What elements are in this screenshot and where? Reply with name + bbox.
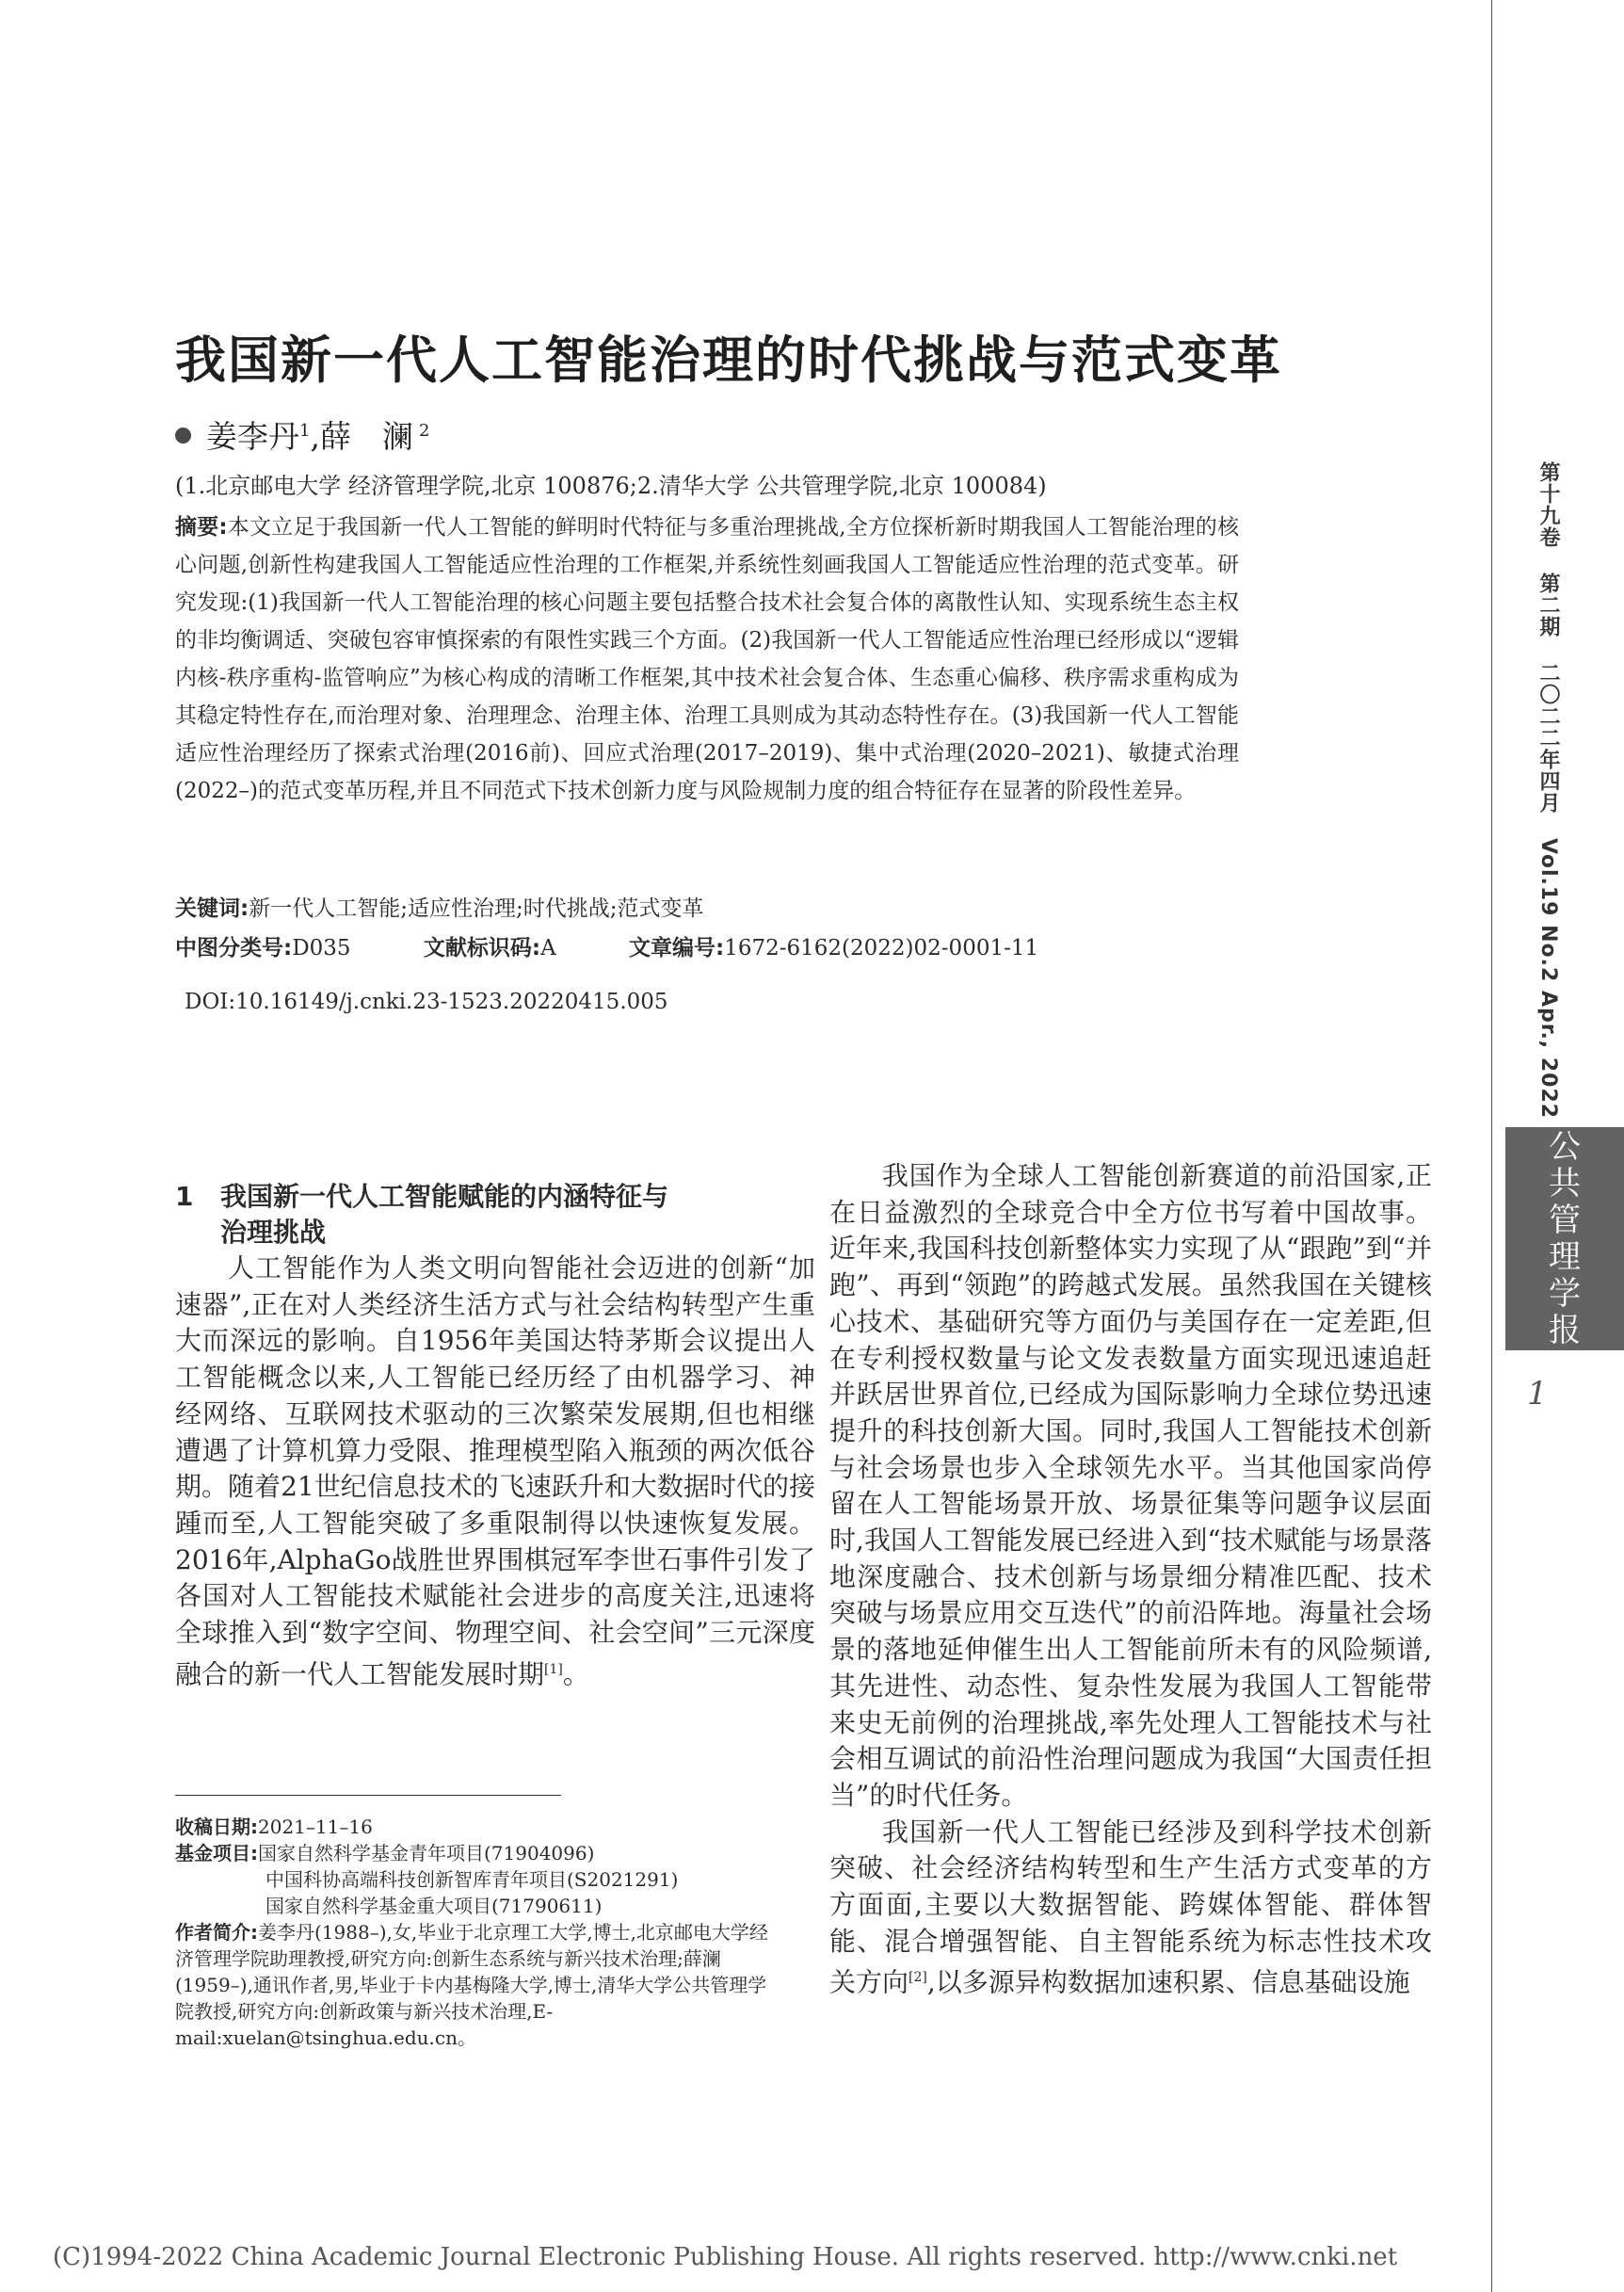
paragraph	[175, 1251, 815, 1693]
section-title-line2: 治理挑战	[220, 1217, 327, 1248]
author-2-affil-mark: 2	[418, 421, 430, 441]
article-number-label: 文章编号:	[629, 936, 725, 960]
funding	[175, 1893, 778, 1919]
section-title-line1: 我国新一代人工智能赋能的内涵特征与	[220, 1181, 669, 1212]
author-2: 薛 澜	[319, 418, 413, 455]
issue-info	[1525, 461, 1563, 1143]
citation: [2]	[908, 1970, 927, 1986]
paragraph-text: 人工智能作为人类文明向智能社会迈进的创新“加速器”,正在对人类经济生活方式与社会结构转型产生重大而深远的影响。自1956年美国达特茅斯会议提出人工智能概念以来,人工智能已经历经了由机器学习、神经网络、互联网技术驱动的三次繁荣发展期,但也相继遭遇了计算机算力受限、推理模型陷入瓶颈的两次低谷期。随着21世纪信息技术的飞速跃升和大数据时代的接踵而至,人工智能突破了多重限制得以快速恢复发展。2016年,AlphaGo战胜世界围棋冠军李世石事件引发了各国对人工智能技术赋能社会进步的高度关注,迅速将全球推入到“数字空间、物理空间、社会空间”三元深度融合的新一代人工智能发展时期	[175, 1252, 815, 1690]
article-title: 我国新一代人工智能治理的时代挑战与范式变革	[175, 331, 1282, 390]
journal-char: 共	[1549, 1164, 1581, 1202]
journal-char: 报	[1549, 1311, 1581, 1349]
right-column	[829, 1158, 1432, 2002]
paragraph-end: 。	[562, 1658, 589, 1690]
keywords	[175, 891, 703, 922]
abstract-label: 摘要:	[175, 515, 228, 540]
author-separator: ,	[310, 418, 320, 455]
classification-line	[175, 930, 1038, 961]
abstract	[175, 508, 1239, 810]
journal-char: 公	[1549, 1127, 1581, 1166]
received-label: 收稿日期:	[175, 1816, 258, 1838]
article-number-value: 1672-6162(2022)02-0001-11	[724, 936, 1039, 960]
bullet-icon	[175, 428, 191, 444]
journal-name-box	[1505, 1127, 1624, 1350]
copyright-footer: (C)1994-2022 China Academic Journal Electronic Publishing House. All rights reserved. http://www.cnki.net	[53, 2243, 1398, 2271]
funding-label: 基金项目:	[175, 1842, 258, 1864]
journal-char: 理	[1549, 1237, 1581, 1276]
funding-item: 国家自然科学基金重大项目(71790611)	[265, 1895, 603, 1917]
section-heading	[175, 1179, 815, 1251]
footnotes	[175, 1814, 778, 2051]
author-line	[175, 412, 429, 457]
left-column	[175, 1179, 815, 1693]
author-bio	[175, 1919, 778, 2051]
paragraph-text: 我国新一代人工智能已经涉及到科学技术创新突破、社会经济结构转型和生产生活方式变革的方方面面,主要以大数据智能、跨媒体智能、群体智能、混合增强智能、自主智能系统为标志性技术攻关方向	[829, 1816, 1432, 1998]
issue: 第二期	[1536, 573, 1560, 638]
affiliations: (1.北京邮电大学 经济管理学院,北京 100876;2.清华大学 公共管理学院,北京 100084)	[175, 473, 1047, 499]
received-date	[175, 1814, 778, 1840]
doc-code-label: 文献标识码:	[423, 936, 541, 960]
funding-item: 国家自然科学基金青年项目(71904096)	[258, 1842, 595, 1864]
paragraph: 我国作为全球人工智能创新赛道的前沿国家,正在日益激烈的全球竞合中全方位书写着中国故事。近年来,我国科技创新整体实力实现了从“跟跑”到“并跑”、再到“领跑”的跨越式发展。虽然我国在关键核心技术、基础研究等方面仍与美国存在一定差距,但在专利授权数量与论文发表数量方面实现迅速追赶并跃居世界首位,已经成为国际影响力全球位势迅速提升的科技创新大国。同时,我国人工智能技术创新与社会场景也步入全球领先水平。当其他国家尚停留在人工智能场景开放、场景征集等问题争议层面时,我国人工智能发展已经进入到“技术赋能与场景落地深度融合、技术创新与场景细分精准匹配、技术突破与场景应用交互迭代”的前沿阵地。海量社会场景的落地延伸催生出人工智能前所未有的风险频谱,其先进性、动态性、复杂性发展为我国人工智能带来史无前例的治理挑战,率先处理人工智能技术与社会相互调试的前沿性治理问题成为我国“大国责任担当”的时代任务。	[829, 1160, 1432, 1811]
paragraph-text: ,以多源异构数据加速积累、信息基础设施	[926, 1966, 1410, 1998]
author-1: 姜李丹	[206, 418, 299, 455]
sidebar-divider	[1491, 0, 1492, 2292]
received-value: 2021–11–16	[258, 1816, 373, 1838]
abstract-text: 本文立足于我国新一代人工智能的鲜明时代特征与多重治理挑战,全方位探析新时期我国人工智能治理的核心问题,创新性构建我国人工智能适应性治理的工作框架,并系统性刻画我国人工智能适应性治理的范式变革。研究发现:(1)我国新一代人工智能治理的核心问题主要包括整合技术社会复合体的离散性认知、实现系统生态主权的非均衡调适、突破包容审慎探索的有限性实践三个方面。(2)我国新一代人工智能适应性治理已经形成以“逻辑内核-秩序重构-监管响应”为核心构成的清晰工作框架,其中技术社会复合体、生态重心偏移、秩序需求重构成为其稳定特性存在,而治理对象、治理理念、治理主体、治理工具则成为其动态特性存在。(3)我国新一代人工智能适应性治理经历了探索式治理(2016前)、回应式治理(2017–2019)、集中式治理(2020–2021)、敏捷式治理(2022–)的范式变革历程,并且不同范式下技术创新力度与风险规制力度的组合特征存在显著的阶段性差异。	[175, 515, 1240, 803]
footnote-divider	[175, 1795, 561, 1796]
volume: 第十九卷	[1536, 461, 1560, 548]
author-1-affil-mark: 1	[299, 421, 311, 441]
funding	[175, 1840, 778, 1866]
keywords-text: 新一代人工智能;适应性治理;时代挑战;范式变革	[249, 896, 704, 921]
bio-label: 作者简介:	[175, 1921, 258, 1944]
citation: [1]	[544, 1661, 563, 1677]
issue-info-en: Vol.19 No.2 Apr., 2022	[1536, 838, 1560, 1120]
funding	[175, 1866, 778, 1893]
doc-code-value: A	[540, 936, 556, 960]
page-number: 1	[1527, 1375, 1548, 1412]
journal-char: 学	[1549, 1274, 1581, 1313]
doi: DOI:10.16149/j.cnki.23-1523.20220415.005	[185, 990, 668, 1014]
funding-item: 中国科协高端科技创新智库青年项目(S2021291)	[265, 1868, 679, 1891]
section-number: 1	[175, 1181, 194, 1212]
bio-text: 姜李丹(1988–),女,毕业于北京理工大学,博士,北京邮电大学经济管理学院助理教授,研究方向:创新生态系统与新兴技术治理;薛澜(1959–),通讯作者,男,毕业于卡内基梅隆大学,博士,清华大学公共管理学院教授,研究方向:创新政策与新兴技术治理,E-mail:xuelan@tsinghua.edu.cn。	[175, 1921, 768, 2049]
journal-char: 管	[1549, 1201, 1581, 1239]
keywords-label: 关键词:	[175, 896, 249, 921]
paragraph	[829, 1815, 1432, 2002]
clc-value: D035	[292, 936, 351, 960]
issue-date: 二〇二二年四月	[1536, 662, 1560, 814]
clc-label: 中图分类号:	[175, 936, 293, 960]
